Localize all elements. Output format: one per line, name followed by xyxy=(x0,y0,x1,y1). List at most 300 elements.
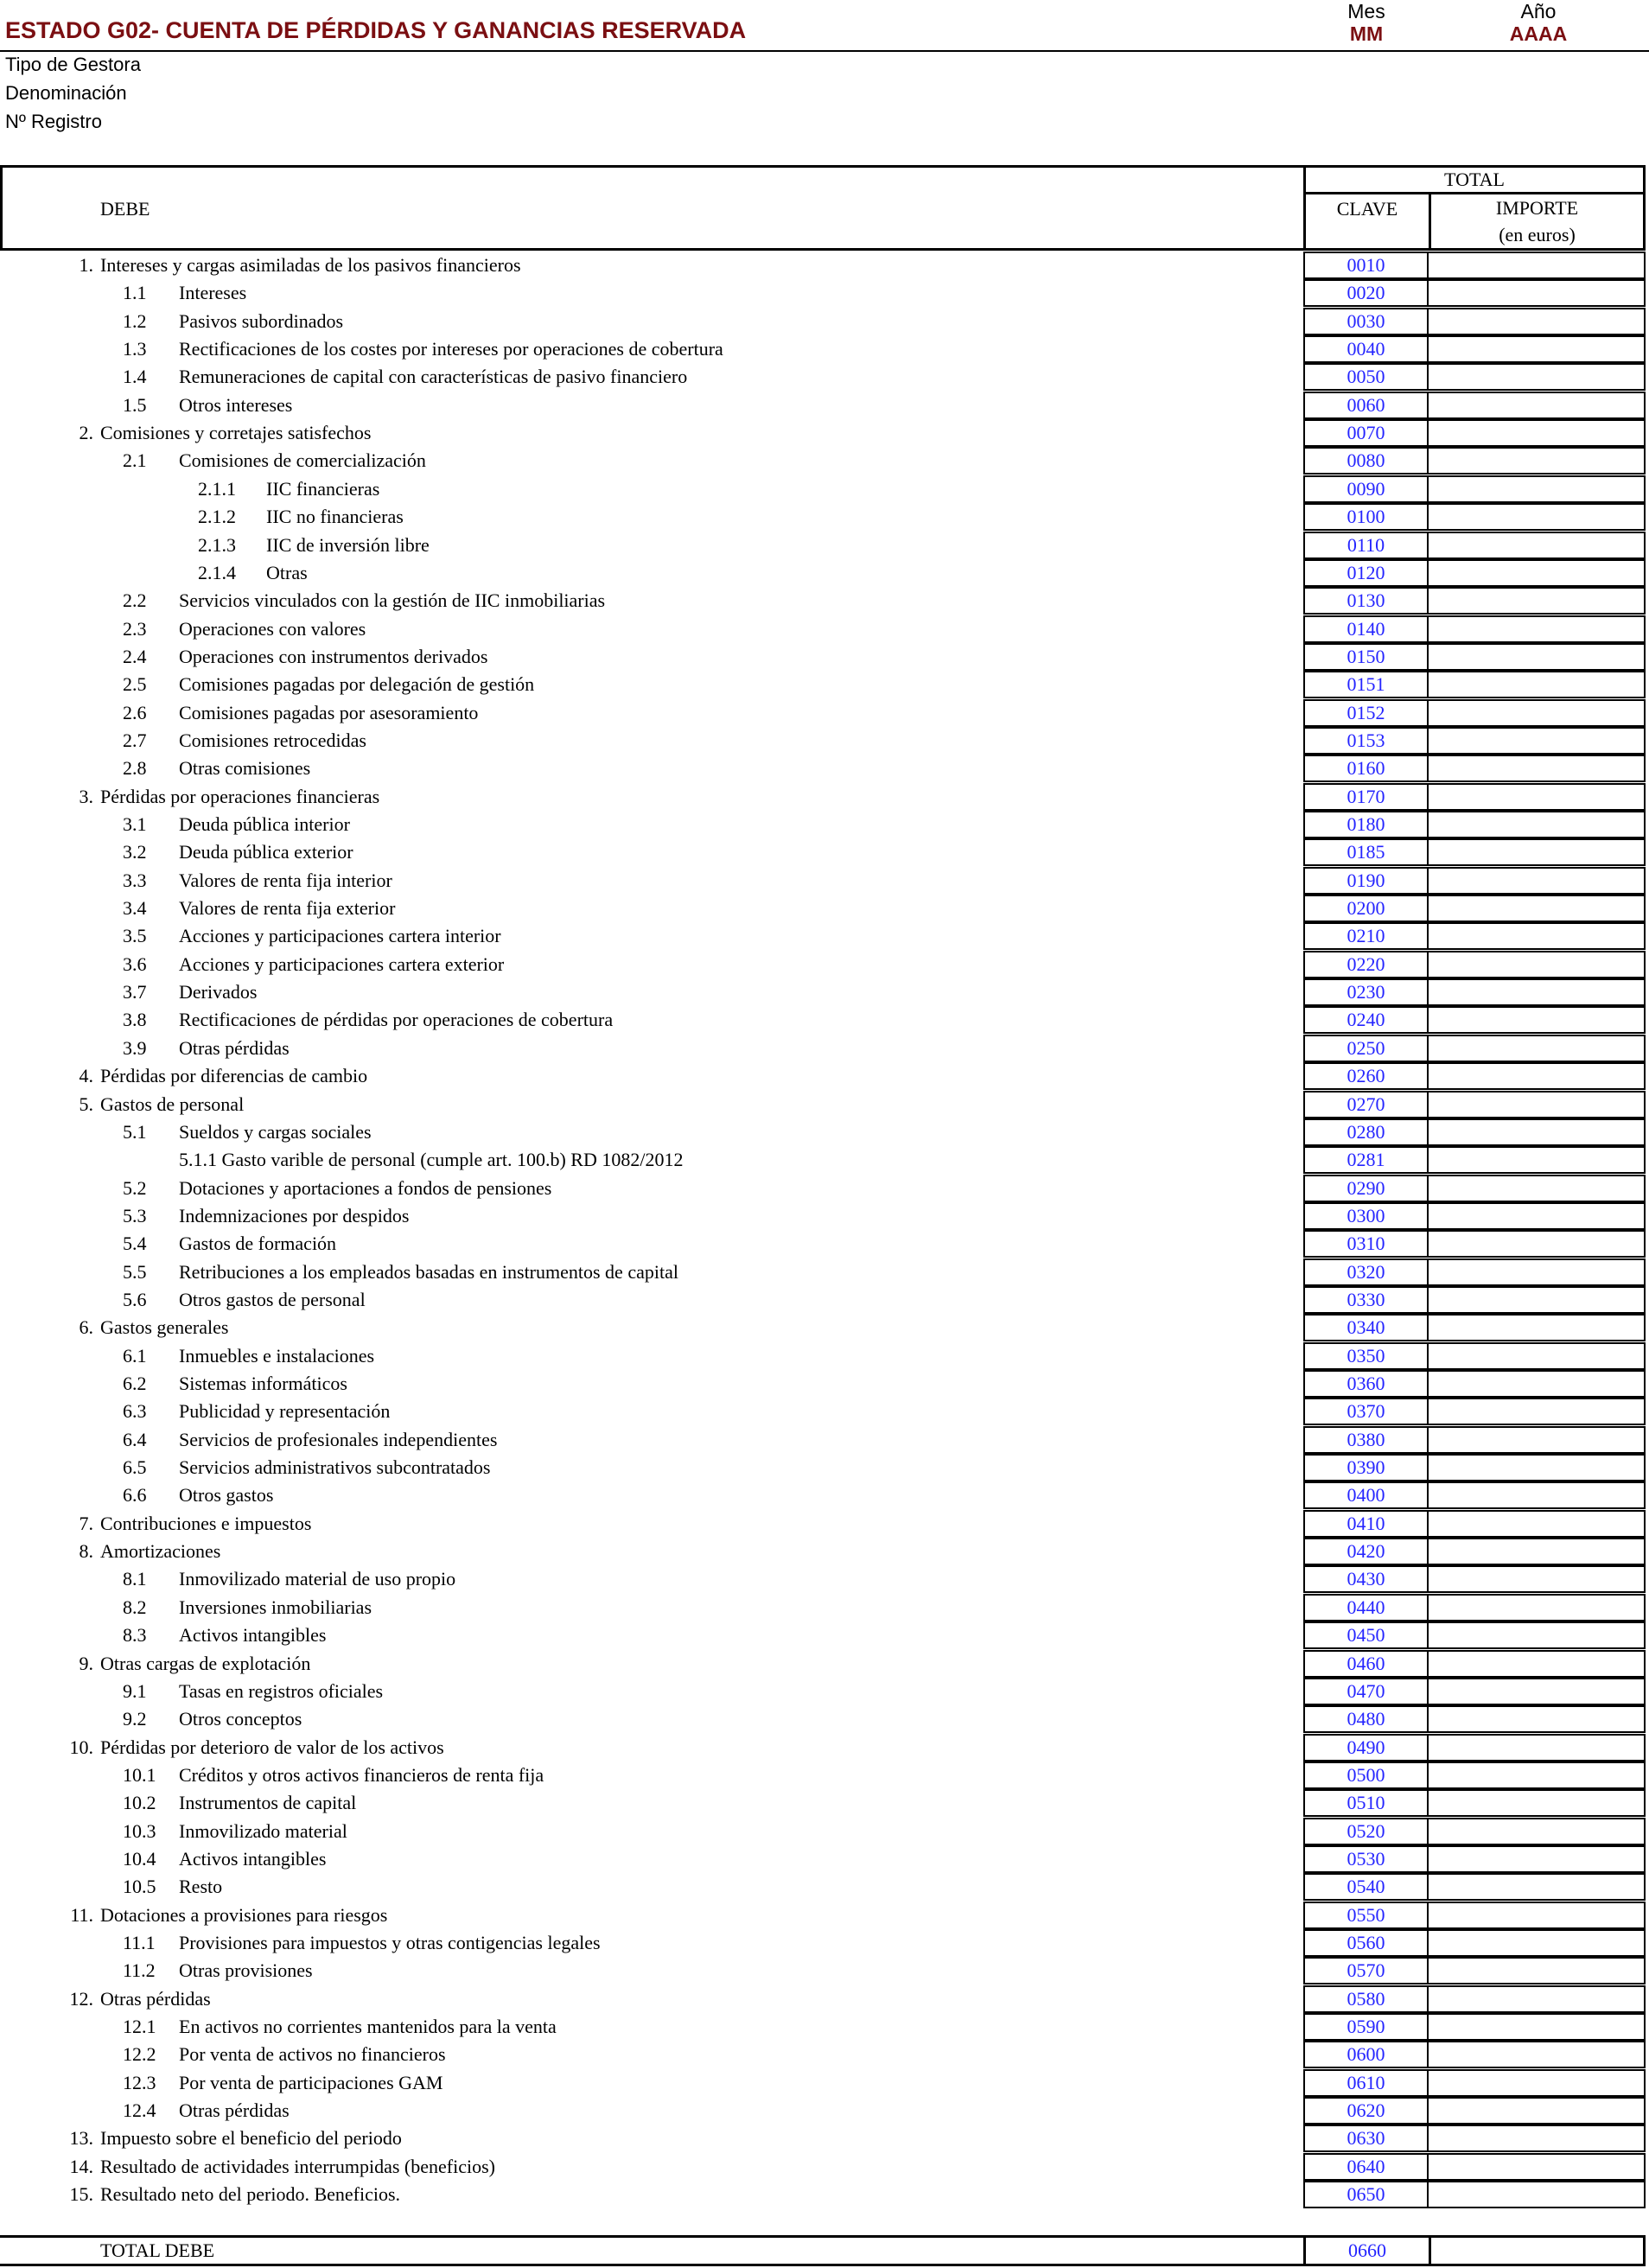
row-number: 3.5 xyxy=(123,925,147,947)
row-number: 2.5 xyxy=(123,673,147,696)
importe-unit: (en euros) xyxy=(1499,224,1576,245)
row-amount-cell[interactable] xyxy=(1427,363,1646,391)
table-row xyxy=(0,2013,1649,2041)
row-amount-cell[interactable] xyxy=(1427,1510,1646,1538)
row-amount-cell[interactable] xyxy=(1427,1678,1646,1705)
table-row xyxy=(0,1035,1649,1062)
row-number: 2. xyxy=(79,422,93,444)
row-label: Tasas en registros oficiales xyxy=(179,1679,384,1702)
row-label: Amortizaciones xyxy=(100,1540,221,1563)
row-label: 5.1.1 Gasto varible de personal (cumple art. 100.b) RD 1082/2012 xyxy=(179,1149,684,1171)
row-amount-cell[interactable] xyxy=(1427,2181,1646,2208)
row-number: 13. xyxy=(69,2127,93,2150)
row-amount-cell[interactable] xyxy=(1427,1818,1646,1845)
row-label: Créditos y otros activos financieros de renta fija xyxy=(179,1763,544,1786)
table-row xyxy=(0,1230,1649,1258)
row-label: Pérdidas por diferencias de cambio xyxy=(100,1065,368,1087)
table-row xyxy=(0,252,1649,279)
row-number: 6.5 xyxy=(123,1456,147,1479)
table-row xyxy=(0,2153,1649,2181)
row-amount-cell[interactable] xyxy=(1427,1454,1646,1481)
row-label: Otros conceptos xyxy=(179,1708,302,1730)
row-label: Inversiones inmobiliarias xyxy=(179,1596,372,1618)
row-number: 3.1 xyxy=(123,813,147,835)
row-amount-cell[interactable] xyxy=(1427,587,1646,615)
total-key: 0660 xyxy=(1303,2238,1429,2264)
row-amount-cell[interactable] xyxy=(1427,335,1646,363)
row-number: 2.1.1 xyxy=(198,477,236,500)
row-label: Provisiones para impuestos y otras contigencias legales xyxy=(179,1932,601,1953)
table-row xyxy=(0,1398,1649,1425)
row-key: 0490 xyxy=(1303,1734,1429,1762)
row-amount-cell[interactable] xyxy=(1427,1091,1646,1118)
row-amount-cell[interactable] xyxy=(1427,1370,1646,1398)
row-key: 0120 xyxy=(1303,559,1429,587)
row-key: 0620 xyxy=(1303,2097,1429,2125)
total-label: TOTAL DEBE xyxy=(100,2239,215,2261)
row-amount-cell[interactable] xyxy=(1427,1650,1646,1678)
row-label: Sueldos y cargas sociales xyxy=(179,1120,372,1143)
row-amount-cell[interactable] xyxy=(1427,1062,1646,1090)
table-row xyxy=(0,503,1649,531)
table-row xyxy=(0,1734,1649,1762)
total-amount-cell[interactable] xyxy=(1429,2238,1646,2264)
row-label: Por venta de participaciones GAM xyxy=(179,2071,443,2093)
row-amount-cell[interactable] xyxy=(1427,2013,1646,2041)
row-number: 10.1 xyxy=(123,1763,156,1786)
row-number: 11.2 xyxy=(123,1959,156,1982)
row-number: 8. xyxy=(79,1540,93,1563)
table-row xyxy=(0,1873,1649,1901)
row-key: 0260 xyxy=(1303,1062,1429,1090)
row-number: 2.1.3 xyxy=(198,533,236,556)
row-label: Inmovilizado material de uso propio xyxy=(179,1568,456,1590)
row-amount-cell[interactable] xyxy=(1427,1594,1646,1621)
row-amount-cell[interactable] xyxy=(1427,279,1646,307)
row-key: 0270 xyxy=(1303,1091,1429,1118)
row-key: 0370 xyxy=(1303,1398,1429,1425)
row-amount-cell[interactable] xyxy=(1427,503,1646,531)
row-number: 11.1 xyxy=(123,1932,156,1953)
row-number: 12. xyxy=(69,1987,93,2010)
table-row xyxy=(0,1929,1649,1957)
row-amount-cell[interactable] xyxy=(1427,699,1646,727)
row-label: Intereses xyxy=(179,282,247,304)
row-label: Dotaciones a provisiones para riesgos xyxy=(100,1903,388,1926)
table-row xyxy=(0,1118,1649,1146)
row-number: 9.2 xyxy=(123,1708,147,1730)
row-amount-cell[interactable] xyxy=(1427,1286,1646,1314)
table-row xyxy=(0,1845,1649,1873)
row-amount-cell[interactable] xyxy=(1427,1006,1646,1034)
table-row xyxy=(0,1650,1649,1678)
row-number: 1.1 xyxy=(123,282,147,304)
row-key: 0630 xyxy=(1303,2125,1429,2152)
row-number: 10.5 xyxy=(123,1876,156,1898)
row-key: 0320 xyxy=(1303,1258,1429,1286)
row-number: 5. xyxy=(79,1093,93,1115)
row-label: Pérdidas por deterioro de valor de los activos xyxy=(100,1736,444,1758)
row-amount-cell[interactable] xyxy=(1427,2041,1646,2068)
row-label: Impuesto sobre el beneficio del periodo xyxy=(100,2127,402,2150)
row-key: 0020 xyxy=(1303,279,1429,307)
row-number: 1. xyxy=(79,254,93,276)
row-amount-cell[interactable] xyxy=(1427,2097,1646,2125)
row-amount-cell[interactable] xyxy=(1427,978,1646,1006)
row-label: Gastos de personal xyxy=(100,1093,245,1115)
table-row xyxy=(0,308,1649,335)
row-label: Remuneraciones de capital con características de pasivo financiero xyxy=(179,366,688,388)
row-amount-cell[interactable] xyxy=(1427,392,1646,419)
row-key: 0350 xyxy=(1303,1342,1429,1370)
row-amount-cell[interactable] xyxy=(1427,1538,1646,1565)
row-label: Instrumentos de capital xyxy=(179,1792,357,1814)
row-amount-cell[interactable] xyxy=(1427,895,1646,922)
table-row xyxy=(0,1370,1649,1398)
row-number: 3.3 xyxy=(123,869,147,891)
row-key: 0540 xyxy=(1303,1873,1429,1901)
row-number: 7. xyxy=(79,1512,93,1534)
row-number: 2.1.4 xyxy=(198,561,236,583)
row-number: 12.1 xyxy=(123,2016,156,2038)
row-key: 0340 xyxy=(1303,1314,1429,1341)
table-row xyxy=(0,755,1649,782)
row-amount-cell[interactable] xyxy=(1427,755,1646,782)
row-key: 0180 xyxy=(1303,811,1429,838)
row-amount-cell[interactable] xyxy=(1427,811,1646,838)
row-key: 0240 xyxy=(1303,1006,1429,1034)
row-number: 3.9 xyxy=(123,1036,147,1059)
row-key: 0450 xyxy=(1303,1621,1429,1649)
table-row xyxy=(0,699,1649,727)
row-label: Activos intangibles xyxy=(179,1847,327,1870)
table-row xyxy=(0,1006,1649,1034)
row-number: 12.2 xyxy=(123,2043,156,2066)
row-number: 9. xyxy=(79,1652,93,1674)
row-label: Servicios de profesionales independientes xyxy=(179,1428,498,1450)
row-key: 0330 xyxy=(1303,1286,1429,1314)
row-label: Inmuebles e instalaciones xyxy=(179,1344,375,1367)
row-key: 0110 xyxy=(1303,532,1429,559)
row-key: 0400 xyxy=(1303,1481,1429,1509)
row-amount-cell[interactable] xyxy=(1427,1426,1646,1454)
row-key: 0130 xyxy=(1303,587,1429,615)
table-row xyxy=(0,587,1649,615)
table-row xyxy=(0,2125,1649,2152)
row-amount-cell[interactable] xyxy=(1427,1621,1646,1649)
row-key: 0080 xyxy=(1303,447,1429,475)
row-key: 0170 xyxy=(1303,783,1429,811)
row-key: 0390 xyxy=(1303,1454,1429,1481)
row-amount-cell[interactable] xyxy=(1427,1734,1646,1762)
table-row xyxy=(0,1678,1649,1705)
row-amount-cell[interactable] xyxy=(1427,1118,1646,1146)
table-row xyxy=(0,1146,1649,1174)
row-amount-cell[interactable] xyxy=(1427,1873,1646,1901)
row-label: Por venta de activos no financieros xyxy=(179,2043,446,2066)
registry-number-label: Nº Registro xyxy=(5,111,102,132)
row-amount-cell[interactable] xyxy=(1427,2153,1646,2181)
row-label: Acciones y participaciones cartera interior xyxy=(179,925,501,947)
table-row xyxy=(0,1594,1649,1621)
row-amount-cell[interactable] xyxy=(1427,1789,1646,1817)
row-number: 2.1 xyxy=(123,449,147,472)
row-label: Otras pérdidas xyxy=(179,1036,290,1059)
table-row xyxy=(0,2069,1649,2097)
table-row xyxy=(0,1510,1649,1538)
table-row xyxy=(0,1258,1649,1286)
row-key: 0230 xyxy=(1303,978,1429,1006)
row-number: 5.4 xyxy=(123,1233,147,1255)
row-key: 0100 xyxy=(1303,503,1429,531)
row-number: 2.1.2 xyxy=(198,506,236,528)
row-amount-cell[interactable] xyxy=(1427,1957,1646,1984)
table-row xyxy=(0,1454,1649,1481)
table-row xyxy=(0,1062,1649,1090)
row-number: 8.3 xyxy=(123,1624,147,1647)
row-number: 3.8 xyxy=(123,1009,147,1031)
table-row xyxy=(0,1538,1649,1565)
table-row xyxy=(0,1705,1649,1733)
importe-column-header xyxy=(1429,194,1646,248)
row-amount-cell[interactable] xyxy=(1427,1985,1646,2013)
row-amount-cell[interactable] xyxy=(1427,951,1646,978)
row-number: 12.4 xyxy=(123,2099,156,2122)
row-amount-cell[interactable] xyxy=(1427,1258,1646,1286)
table-row xyxy=(0,1818,1649,1845)
row-label: Deuda pública interior xyxy=(179,813,350,835)
row-key: 0210 xyxy=(1303,922,1429,950)
row-label: IIC de inversión libre xyxy=(266,533,430,556)
row-key: 0190 xyxy=(1303,867,1429,895)
row-number: 5.5 xyxy=(123,1260,147,1283)
row-key: 0030 xyxy=(1303,308,1429,335)
row-key: 0290 xyxy=(1303,1175,1429,1202)
month-value[interactable]: MM xyxy=(1349,22,1384,45)
table-row xyxy=(0,1202,1649,1230)
row-amount-cell[interactable] xyxy=(1427,671,1646,698)
table-row xyxy=(0,447,1649,475)
row-amount-cell[interactable] xyxy=(1427,532,1646,559)
row-label: Comisiones pagadas por asesoramiento xyxy=(179,701,479,723)
row-key: 0050 xyxy=(1303,363,1429,391)
row-amount-cell[interactable] xyxy=(1427,1035,1646,1062)
table-row xyxy=(0,363,1649,391)
row-amount-cell[interactable] xyxy=(1427,1845,1646,1873)
row-amount-cell[interactable] xyxy=(1427,1762,1646,1789)
row-key: 0310 xyxy=(1303,1230,1429,1258)
row-label: Acciones y participaciones cartera exterior xyxy=(179,952,505,975)
row-number: 10.4 xyxy=(123,1847,156,1870)
row-number: 1.5 xyxy=(123,393,147,416)
row-amount-cell[interactable] xyxy=(1427,1902,1646,1929)
table-row xyxy=(0,392,1649,419)
row-label: Valores de renta fija exterior xyxy=(179,897,396,920)
table-row xyxy=(0,1957,1649,1984)
row-key: 0200 xyxy=(1303,895,1429,922)
row-amount-cell[interactable] xyxy=(1427,727,1646,755)
row-number: 6.3 xyxy=(123,1400,147,1423)
month-label: Mes xyxy=(1347,0,1385,22)
row-label: Pérdidas por operaciones financieras xyxy=(100,785,380,807)
row-amount-cell[interactable] xyxy=(1427,559,1646,587)
row-label: Valores de renta fija interior xyxy=(179,869,392,891)
year-value[interactable]: AAAA xyxy=(1509,22,1568,45)
row-label: Operaciones con valores xyxy=(179,617,366,640)
row-key: 0530 xyxy=(1303,1845,1429,1873)
row-amount-cell[interactable] xyxy=(1427,2125,1646,2152)
row-label: Contribuciones e impuestos xyxy=(100,1512,312,1534)
row-number: 5.3 xyxy=(123,1204,147,1226)
row-key: 0510 xyxy=(1303,1789,1429,1817)
row-amount-cell[interactable] xyxy=(1427,615,1646,643)
table-row xyxy=(0,1565,1649,1593)
page-title: ESTADO G02- CUENTA DE PÉRDIDAS Y GANANCIAS RESERVADA xyxy=(5,17,747,43)
table-row xyxy=(0,1621,1649,1649)
row-label: Gastos generales xyxy=(100,1316,229,1339)
row-key: 0185 xyxy=(1303,838,1429,866)
row-number: 2.3 xyxy=(123,617,147,640)
row-amount-cell[interactable] xyxy=(1427,1705,1646,1733)
row-key: 0590 xyxy=(1303,2013,1429,2041)
table-row xyxy=(0,1481,1649,1509)
table-row xyxy=(0,1426,1649,1454)
row-amount-cell[interactable] xyxy=(1427,1929,1646,1957)
row-number: 3.7 xyxy=(123,981,147,1003)
row-amount-cell[interactable] xyxy=(1427,922,1646,950)
row-number: 1.4 xyxy=(123,366,147,388)
row-number: 10. xyxy=(69,1736,93,1758)
row-label: Pasivos subordinados xyxy=(179,309,344,332)
row-amount-cell[interactable] xyxy=(1427,308,1646,335)
table-row xyxy=(0,419,1649,447)
table-row xyxy=(0,559,1649,587)
row-number: 5.1 xyxy=(123,1120,147,1143)
row-amount-cell[interactable] xyxy=(1427,867,1646,895)
row-key: 0430 xyxy=(1303,1565,1429,1593)
row-key: 0610 xyxy=(1303,2069,1429,2097)
row-amount-cell[interactable] xyxy=(1427,1175,1646,1202)
row-amount-cell[interactable] xyxy=(1427,1314,1646,1341)
row-number: 6.6 xyxy=(123,1484,147,1507)
row-label: Otros gastos de personal xyxy=(179,1288,366,1310)
table-row xyxy=(0,615,1649,643)
row-amount-cell[interactable] xyxy=(1427,447,1646,475)
clave-column-header: CLAVE xyxy=(1303,194,1429,248)
row-key: 0470 xyxy=(1303,1678,1429,1705)
table-row xyxy=(0,335,1649,363)
row-amount-cell[interactable] xyxy=(1427,1146,1646,1174)
row-key: 0250 xyxy=(1303,1035,1429,1062)
table-row xyxy=(0,2041,1649,2068)
row-label: Derivados xyxy=(179,981,258,1003)
row-key: 0040 xyxy=(1303,335,1429,363)
row-label: Otras comisiones xyxy=(179,757,311,780)
row-label: Gastos de formación xyxy=(179,1233,337,1255)
row-amount-cell[interactable] xyxy=(1427,2069,1646,2097)
table-row xyxy=(0,1286,1649,1314)
row-amount-cell[interactable] xyxy=(1427,643,1646,671)
table-row xyxy=(0,783,1649,811)
row-number: 2.6 xyxy=(123,701,147,723)
row-label: Indemnizaciones por despidos xyxy=(179,1204,410,1226)
row-key: 0460 xyxy=(1303,1650,1429,1678)
row-label: Comisiones y corretajes satisfechos xyxy=(100,422,372,444)
row-amount-cell[interactable] xyxy=(1427,419,1646,447)
table-row xyxy=(0,811,1649,838)
row-amount-cell[interactable] xyxy=(1427,1342,1646,1370)
row-number: 12.3 xyxy=(123,2071,156,2093)
row-amount-cell[interactable] xyxy=(1427,1481,1646,1509)
table-row xyxy=(0,1091,1649,1118)
table-row xyxy=(0,1789,1649,1817)
table-row xyxy=(0,532,1649,559)
row-label: Resultado neto del periodo. Beneficios. xyxy=(100,2183,401,2206)
row-amount-cell[interactable] xyxy=(1427,1565,1646,1593)
row-key: 0150 xyxy=(1303,643,1429,671)
row-number: 14. xyxy=(69,2155,93,2177)
row-key: 0360 xyxy=(1303,1370,1429,1398)
row-label: Rectificaciones de los costes por intereses por operaciones de cobertura xyxy=(179,338,723,360)
row-amount-cell[interactable] xyxy=(1427,1202,1646,1230)
row-amount-cell[interactable] xyxy=(1427,838,1646,866)
table-row xyxy=(0,2181,1649,2208)
row-label: Servicios vinculados con la gestión de IIC inmobiliarias xyxy=(179,589,606,612)
table-row xyxy=(0,1762,1649,1789)
row-key: 0560 xyxy=(1303,1929,1429,1957)
row-label: Otras cargas de explotación xyxy=(100,1652,311,1674)
table-row xyxy=(0,951,1649,978)
row-key: 0160 xyxy=(1303,755,1429,782)
row-label: Deuda pública exterior xyxy=(179,841,353,863)
row-number: 6. xyxy=(79,1316,93,1339)
table-row xyxy=(0,838,1649,866)
row-amount-cell[interactable] xyxy=(1427,252,1646,279)
row-label: Comisiones retrocedidas xyxy=(179,729,366,751)
total-column-header: TOTAL xyxy=(1303,168,1646,194)
row-amount-cell[interactable] xyxy=(1427,1230,1646,1258)
row-label: Retribuciones a los empleados basadas en instrumentos de capital xyxy=(179,1260,678,1283)
row-number: 2.8 xyxy=(123,757,147,780)
row-key: 0650 xyxy=(1303,2181,1429,2208)
title-divider xyxy=(0,50,1649,52)
row-number: 3. xyxy=(79,785,93,807)
table-row xyxy=(0,643,1649,671)
table-row xyxy=(0,978,1649,1006)
row-label: Resultado de actividades interrumpidas (beneficios) xyxy=(100,2155,495,2177)
row-amount-cell[interactable] xyxy=(1427,783,1646,811)
row-number: 6.2 xyxy=(123,1373,147,1394)
row-key: 0281 xyxy=(1303,1146,1429,1174)
row-label: Comisiones pagadas por delegación de gestión xyxy=(179,673,535,696)
row-label: Activos intangibles xyxy=(179,1624,327,1647)
row-number: 2.4 xyxy=(123,645,147,667)
row-label: Otras provisiones xyxy=(179,1959,313,1982)
row-number: 3.4 xyxy=(123,897,147,920)
row-key: 0220 xyxy=(1303,951,1429,978)
row-number: 2.7 xyxy=(123,729,147,751)
row-label: IIC financieras xyxy=(266,477,380,500)
table-row xyxy=(0,1175,1649,1202)
row-key: 0090 xyxy=(1303,475,1429,503)
row-number: 2.2 xyxy=(123,589,147,612)
row-key: 0152 xyxy=(1303,699,1429,727)
row-label: Otras xyxy=(266,561,308,583)
row-number: 4. xyxy=(79,1065,93,1087)
row-amount-cell[interactable] xyxy=(1427,475,1646,503)
row-amount-cell[interactable] xyxy=(1427,1398,1646,1425)
row-number: 5.2 xyxy=(123,1176,147,1199)
